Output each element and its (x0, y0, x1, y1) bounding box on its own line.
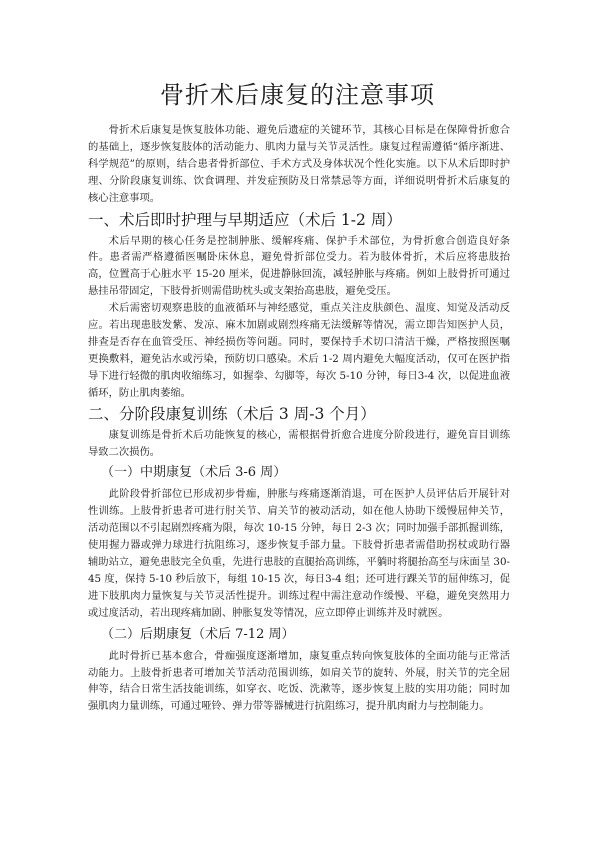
document-body (88, 122, 510, 715)
late-stage-paragraph: 此时骨折已基本愈合，骨痂强度逐渐增加，康复重点转向恢复肢体的全面功能与正常活动能力。上肢骨折患者可增加关节活动范围训练，如肩关节的旋转、外展，肘关节的完全屈伸等，结合日常生活技能训练，如穿衣、吃饭、洗漱等，逐步恢复上肢的实用功能；同时加强肌肉力量训练，可通过哑铃、弹力带等器械进行抗阻练习，提升肌肉耐力与控制能力。 (88, 649, 510, 713)
section-heading-staged-training: 二、分阶段康复训练（术后 3 周-3 个月） (88, 404, 376, 423)
subsection-heading-late-stage: （二）后期康复（术后 7-12 周） (101, 626, 295, 642)
section1-paragraph-2: 术后需密切观察患肢的血液循环与神经感觉，重点关注皮肤颜色、温度、知觉及活动反应。若出现患肢发紫、发凉、麻木加剧或剧烈疼痛无法缓解等情况，需立即告知医护人员，排查是否存在血管受压、神经损伤等问题。同时，要保持手术切口清洁干燥，严格按照医嘱更换敷料，避免沾水或污染，预防切口感染。术后 1-2 周内避免大幅度活动，仅可在医护指导下进行轻微的肌肉收缩练习，如握拳、勾脚等，每次 5-10 分钟，每日3-4 次，以促进血液循环，防止肌肉萎缩。 (88, 302, 510, 399)
document-title: 骨折术后康复的注意事项 (160, 81, 435, 109)
mid-stage-paragraph: 此阶段骨折部位已形成初步骨痂，肿胀与疼痛逐渐消退，可在医护人员评估后开展针对性训练。上肢骨折患者可进行肘关节、肩关节的被动活动，如在他人协助下缓慢屈伸关节，活动范围以不引起剧烈疼痛为限，每次 10-15 分钟，每日 2-3 次；同时加强手部抓握训练，使用握力器或弹力球进行抗阻练习，逐步恢复手部力量。下肢骨折患者需借助拐杖或助行器辅助站立，避免患肢完全负重，先进行患肢的直腿抬高训练，平躺时将腿抬高至与床面呈 30-45 度，保持 5-10 秒后放下，每组 10-15 次，每日3-4 组；还可进行踝关节的屈伸练习，促进下肢肌肉力量恢复与关节灵活性提升。训练过程中需注意动作缓慢、平稳，避免突然用力或过度活动，若出现疼痛加剧、肿胀复发等情况，应立即停止训练并及时就医。 (88, 488, 510, 619)
intro-paragraph: 骨折术后康复是恢复肢体功能、避免后遗症的关键环节，其核心目标是在保障骨折愈合的基础上，逐步恢复肢体的活动能力、肌肉力量与关节灵活性。康复过程需遵循“循序渐进、科学规范”的原则，结合患者骨折部位、手术方式及身体状况个性化实施。以下从术后即时护理、分阶段康复训练、饮食调理、并发症预防及日常禁忌等方面，详细说明骨折术后康复的核心注意事项。 (88, 124, 510, 204)
section2-intro-paragraph: 康复训练是骨折术后功能恢复的核心，需根据骨折愈合进度分阶段进行，避免盲目训练导致二次损伤。 (88, 428, 510, 458)
section-heading-postop-care: 一、术后即时护理与早期适应（术后 1-2 周） (88, 210, 402, 229)
subsection-heading-mid-stage: （一）中期康复（术后 3-6 周） (101, 465, 287, 481)
section1-paragraph-1: 术后早期的核心任务是控制肿胀、缓解疼痛、保护手术部位，为骨折愈合创造良好条件。患者需严格遵循医嘱卧床休息，避免骨折部位受力。若为肢体骨折，术后应将患肢抬高，位置高于心脏水平 15-20 厘米，促进静脉回流，减轻肿胀与疼痛。例如上肢骨折可通过悬挂吊带固定，下肢骨折则需借助枕头或支架抬高患肢，避免受压。 (88, 234, 510, 298)
